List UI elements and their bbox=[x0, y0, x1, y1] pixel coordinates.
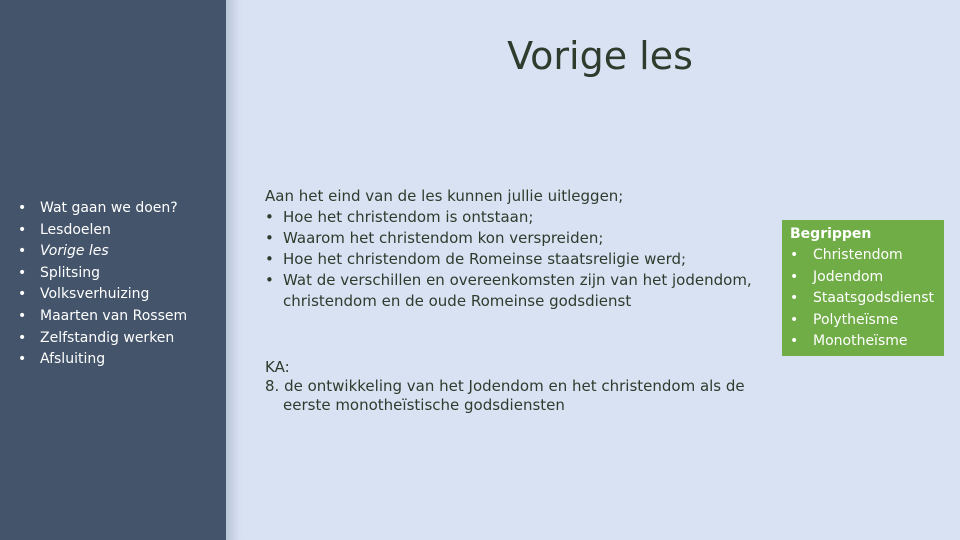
learning-goal-item: • Wat de verschillen en overeenkomsten zijn van het jodendom, christendom en de oude Romeinse godsdienst bbox=[265, 270, 785, 312]
sidebar-item-maarten-van-rossem[interactable]: • Maarten van Rossem bbox=[18, 306, 187, 328]
sidebar-item-wat-gaan-we-doen[interactable]: • Wat gaan we doen? bbox=[18, 198, 187, 220]
sidebar-item-vorige-les[interactable]: • Vorige les bbox=[18, 241, 187, 263]
term-item: • Monotheïsme bbox=[790, 331, 944, 353]
sidebar-item-afsluiting[interactable]: • Afsluiting bbox=[18, 349, 187, 371]
learning-goal-item: • Hoe het christendom de Romeinse staatsreligie werd; bbox=[265, 249, 785, 270]
sidebar bbox=[0, 0, 226, 540]
page-title: Vorige les bbox=[507, 34, 693, 78]
learning-goals bbox=[265, 185, 785, 312]
sidebar-item-lesdoelen[interactable]: • Lesdoelen bbox=[18, 220, 187, 242]
learning-goal-item: • Hoe het christendom is ontstaan; bbox=[265, 207, 785, 228]
learning-goals-heading: Aan het eind van de les kunnen jullie uitleggen; bbox=[265, 187, 624, 205]
key-aspect bbox=[265, 358, 795, 415]
sidebar-nav bbox=[18, 198, 187, 371]
terms-box bbox=[782, 220, 944, 356]
sidebar-item-volksverhuizing[interactable]: • Volksverhuizing bbox=[18, 284, 187, 306]
term-item: • Christendom bbox=[790, 245, 944, 267]
term-item: • Polytheïsme bbox=[790, 310, 944, 332]
sidebar-item-zelfstandig-werken[interactable]: • Zelfstandig werken bbox=[18, 328, 187, 350]
key-aspect-text: 8. de ontwikkeling van het Jodendom en het christendom als de eerste monotheïstische godsdiensten bbox=[265, 377, 745, 414]
key-aspect-label: KA: bbox=[265, 358, 290, 376]
terms-list bbox=[790, 245, 944, 353]
learning-goals-list bbox=[265, 207, 785, 312]
sidebar-item-splitsing[interactable]: • Splitsing bbox=[18, 263, 187, 285]
term-item: • Jodendom bbox=[790, 267, 944, 289]
sidebar-shadow bbox=[226, 0, 240, 540]
term-item: • Staatsgodsdienst bbox=[790, 288, 944, 310]
terms-title: Begrippen bbox=[790, 226, 872, 242]
learning-goal-item: • Waarom het christendom kon verspreiden; bbox=[265, 228, 785, 249]
